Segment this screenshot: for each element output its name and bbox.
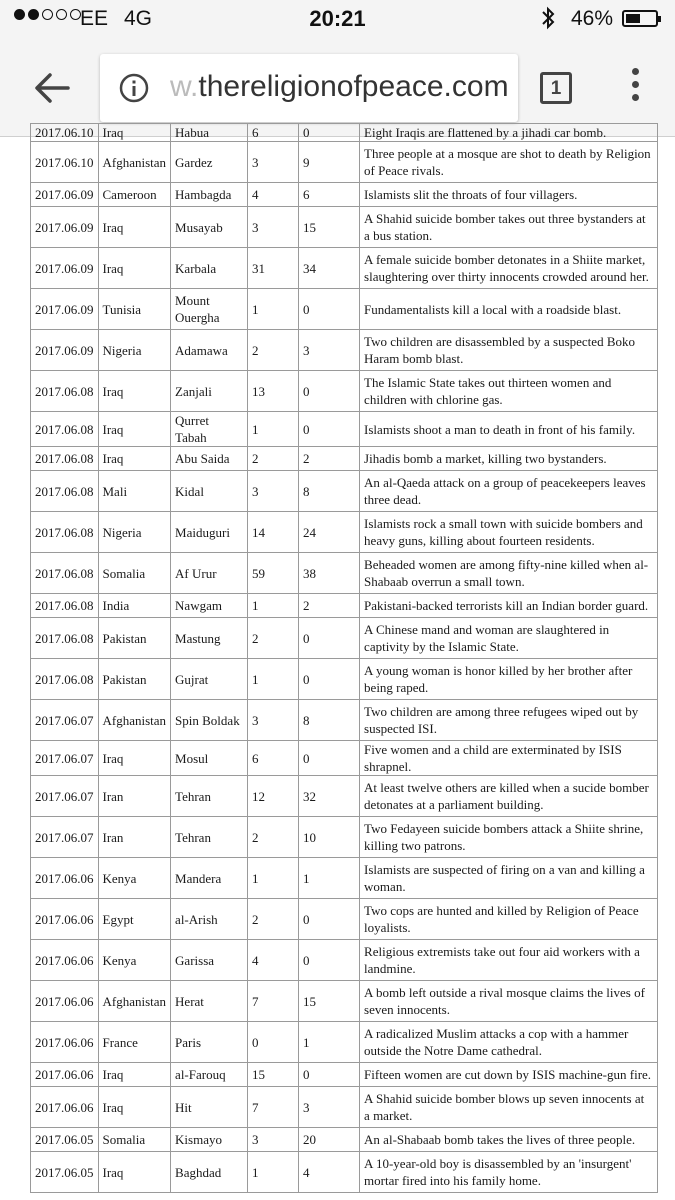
page-content — [0, 125, 675, 1200]
city-cell: Mount Ouergha — [171, 289, 248, 330]
injured-cell: 15 — [299, 981, 360, 1022]
description-cell: Three people at a mosque are shot to death by Religion of Peace rivals. — [360, 142, 658, 183]
killed-cell: 7 — [248, 981, 299, 1022]
country-cell: India — [98, 594, 171, 618]
city-cell: Karbala — [171, 248, 248, 289]
date-cell: 2017.06.09 — [31, 330, 99, 371]
injured-cell: 3 — [299, 1087, 360, 1128]
city-cell: Abu Saida — [171, 447, 248, 471]
description-cell: A 10-year-old boy is disassembled by an 'insurgent' mortar fired into his family home. — [360, 1152, 658, 1193]
description-cell: A Shahid suicide bomber blows up seven innocents at a market. — [360, 1087, 658, 1128]
battery-nub — [658, 16, 661, 22]
description-cell: A radicalized Muslim attacks a cop with a hammer outside the Notre Dame cathedral. — [360, 1022, 658, 1063]
country-cell: Iran — [98, 817, 171, 858]
killed-cell: 3 — [248, 142, 299, 183]
date-cell: 2017.06.07 — [31, 700, 99, 741]
url-prefix: w. — [170, 70, 199, 103]
injured-cell: 8 — [299, 471, 360, 512]
description-cell: A bomb left outside a rival mosque claims the lives of seven innocents. — [360, 981, 658, 1022]
country-cell: Iraq — [98, 1152, 171, 1193]
description-cell: A Shahid suicide bomber takes out three bystanders at a bus station. — [360, 207, 658, 248]
battery-icon — [622, 10, 658, 27]
status-bar — [0, 0, 675, 38]
country-cell: Iraq — [98, 248, 171, 289]
table-row — [31, 1128, 658, 1152]
network-type: 4G — [124, 7, 153, 30]
date-cell: 2017.06.08 — [31, 412, 99, 447]
table-row — [31, 447, 658, 471]
table-row — [31, 207, 658, 248]
date-cell: 2017.06.08 — [31, 371, 99, 412]
city-cell: Musayab — [171, 207, 248, 248]
country-cell: Mali — [98, 471, 171, 512]
country-cell: Nigeria — [98, 512, 171, 553]
description-cell: Islamists rock a small town with suicide bombers and heavy guns, killing about fourteen residents. — [360, 512, 658, 553]
country-cell: Iraq — [98, 412, 171, 447]
table-row — [31, 741, 658, 776]
injured-cell: 20 — [299, 1128, 360, 1152]
date-cell: 2017.06.08 — [31, 512, 99, 553]
injured-cell: 0 — [299, 899, 360, 940]
killed-cell: 3 — [248, 1128, 299, 1152]
injured-cell: 2 — [299, 594, 360, 618]
city-cell: Gujrat — [171, 659, 248, 700]
clock: 20:21 — [309, 6, 366, 31]
country-cell: Pakistan — [98, 618, 171, 659]
description-cell: Islamists shoot a man to death in front of his family. — [360, 412, 658, 447]
killed-cell: 2 — [248, 330, 299, 371]
date-cell: 2017.06.07 — [31, 776, 99, 817]
killed-cell: 1 — [248, 1152, 299, 1193]
city-cell: Baghdad — [171, 1152, 248, 1193]
city-cell: Tehran — [171, 776, 248, 817]
arrow-left-icon — [30, 66, 74, 110]
info-icon[interactable] — [118, 72, 150, 104]
table-row — [31, 1152, 658, 1193]
description-cell: A Chinese mand and woman are slaughtered in captivity by the Islamic State. — [360, 618, 658, 659]
bluetooth-icon — [540, 6, 556, 36]
description-cell: Jihadis bomb a market, killing two bystanders. — [360, 447, 658, 471]
injured-cell: 1 — [299, 1022, 360, 1063]
city-cell: Qurret Tabah — [171, 412, 248, 447]
injured-cell: 0 — [299, 940, 360, 981]
table-row — [31, 940, 658, 981]
date-cell: 2017.06.08 — [31, 594, 99, 618]
country-cell: Iraq — [98, 371, 171, 412]
description-cell: Five women and a child are exterminated by ISIS shrapnel. — [360, 741, 658, 776]
country-cell: Nigeria — [98, 330, 171, 371]
date-cell: 2017.06.07 — [31, 741, 99, 776]
table-row — [31, 618, 658, 659]
injured-cell: 2 — [299, 447, 360, 471]
city-cell: Herat — [171, 981, 248, 1022]
table-row — [31, 412, 658, 447]
date-cell: 2017.06.08 — [31, 659, 99, 700]
date-cell: 2017.06.09 — [31, 289, 99, 330]
description-cell: At least twelve others are killed when a sucide bomber detonates at a parliament building. — [360, 776, 658, 817]
battery-level — [626, 14, 640, 23]
injured-cell: 0 — [299, 289, 360, 330]
country-cell: Iran — [98, 776, 171, 817]
injured-cell: 8 — [299, 700, 360, 741]
country-cell: Iraq — [98, 447, 171, 471]
table-row — [31, 659, 658, 700]
description-cell: A female suicide bomber detonates in a Shiite market, slaughtering over thirty innocents crowded around her. — [360, 248, 658, 289]
injured-cell: 0 — [299, 1063, 360, 1087]
description-cell: Two Fedayeen suicide bombers attack a Shiite shrine, killing two patrons. — [360, 817, 658, 858]
city-cell: Gardez — [171, 142, 248, 183]
killed-cell: 4 — [248, 183, 299, 207]
injured-cell: 4 — [299, 1152, 360, 1193]
country-cell: Cameroon — [98, 183, 171, 207]
killed-cell: 1 — [248, 858, 299, 899]
description-cell: Fundamentalists kill a local with a roadside blast. — [360, 289, 658, 330]
injured-cell: 15 — [299, 207, 360, 248]
injured-cell: 9 — [299, 142, 360, 183]
country-cell: Kenya — [98, 858, 171, 899]
city-cell: Zanjali — [171, 371, 248, 412]
killed-cell: 2 — [248, 447, 299, 471]
url-domain: thereligionofpeace.com — [198, 70, 509, 103]
city-cell: Paris — [171, 1022, 248, 1063]
killed-cell: 6 — [248, 741, 299, 776]
table-row — [31, 1063, 658, 1087]
country-cell: Egypt — [98, 899, 171, 940]
url-text[interactable] — [170, 70, 509, 104]
date-cell: 2017.06.06 — [31, 981, 99, 1022]
description-cell: Two children are among three refugees wiped out by suspected ISI. — [360, 700, 658, 741]
date-cell: 2017.06.09 — [31, 207, 99, 248]
injured-cell: 32 — [299, 776, 360, 817]
city-cell: al-Arish — [171, 899, 248, 940]
date-cell: 2017.06.09 — [31, 183, 99, 207]
killed-cell: 12 — [248, 776, 299, 817]
injured-cell: 0 — [299, 124, 360, 142]
date-cell: 2017.06.06 — [31, 1063, 99, 1087]
injured-cell: 1 — [299, 858, 360, 899]
table-row — [31, 981, 658, 1022]
country-cell: Iraq — [98, 207, 171, 248]
city-cell: al-Farouq — [171, 1063, 248, 1087]
killed-cell: 1 — [248, 659, 299, 700]
description-cell: Beheaded women are among fifty-nine killed when al-Shabaab overrun a small town. — [360, 553, 658, 594]
date-cell: 2017.06.08 — [31, 471, 99, 512]
killed-cell: 0 — [248, 1022, 299, 1063]
table-row — [31, 553, 658, 594]
table-row — [31, 594, 658, 618]
date-cell: 2017.06.06 — [31, 1087, 99, 1128]
killed-cell: 1 — [248, 289, 299, 330]
city-cell: Af Urur — [171, 553, 248, 594]
country-cell: Iraq — [98, 124, 171, 142]
table-row — [31, 512, 658, 553]
injured-cell: 3 — [299, 330, 360, 371]
tab-switcher-button[interactable]: 1 — [540, 72, 572, 104]
battery-percent: 46% — [571, 7, 614, 30]
city-cell: Mosul — [171, 741, 248, 776]
city-cell: Mastung — [171, 618, 248, 659]
country-cell: Afghanistan — [98, 142, 171, 183]
city-cell: Garissa — [171, 940, 248, 981]
date-cell: 2017.06.06 — [31, 1022, 99, 1063]
injured-cell: 6 — [299, 183, 360, 207]
table-row — [31, 371, 658, 412]
date-cell: 2017.06.10 — [31, 124, 99, 142]
city-cell: Kismayo — [171, 1128, 248, 1152]
date-cell: 2017.06.05 — [31, 1152, 99, 1193]
date-cell: 2017.06.05 — [31, 1128, 99, 1152]
injured-cell: 0 — [299, 659, 360, 700]
table-row — [31, 858, 658, 899]
table-row — [31, 899, 658, 940]
killed-cell: 13 — [248, 371, 299, 412]
city-cell: Habua — [171, 124, 248, 142]
city-cell: Spin Boldak — [171, 700, 248, 741]
date-cell: 2017.06.06 — [31, 899, 99, 940]
date-cell: 2017.06.10 — [31, 142, 99, 183]
description-cell: Fifteen women are cut down by ISIS machine-gun fire. — [360, 1063, 658, 1087]
city-cell: Mandera — [171, 858, 248, 899]
date-cell: 2017.06.06 — [31, 940, 99, 981]
date-cell: 2017.06.08 — [31, 447, 99, 471]
description-cell: Two children are disassembled by a suspected Boko Haram bomb blast. — [360, 330, 658, 371]
country-cell: Iraq — [98, 1087, 171, 1128]
country-cell: Afghanistan — [98, 981, 171, 1022]
country-cell: Iraq — [98, 1063, 171, 1087]
date-cell: 2017.06.08 — [31, 618, 99, 659]
date-cell: 2017.06.06 — [31, 858, 99, 899]
city-cell: Hambagda — [171, 183, 248, 207]
killed-cell: 59 — [248, 553, 299, 594]
killed-cell: 14 — [248, 512, 299, 553]
description-cell: The Islamic State takes out thirteen women and children with chlorine gas. — [360, 371, 658, 412]
address-bar[interactable] — [100, 54, 518, 122]
country-cell: Afghanistan — [98, 700, 171, 741]
killed-cell: 31 — [248, 248, 299, 289]
date-cell: 2017.06.08 — [31, 553, 99, 594]
description-cell: Pakistani-backed terrorists kill an Indian border guard. — [360, 594, 658, 618]
country-cell: Somalia — [98, 1128, 171, 1152]
table-row — [31, 471, 658, 512]
killed-cell: 1 — [248, 412, 299, 447]
killed-cell: 7 — [248, 1087, 299, 1128]
country-cell: Iraq — [98, 741, 171, 776]
injured-cell: 38 — [299, 553, 360, 594]
carrier-name: EE — [80, 7, 109, 30]
city-cell: Nawgam — [171, 594, 248, 618]
table-row — [31, 817, 658, 858]
injured-cell: 0 — [299, 412, 360, 447]
killed-cell: 3 — [248, 471, 299, 512]
killed-cell: 2 — [248, 618, 299, 659]
injured-cell: 10 — [299, 817, 360, 858]
date-cell: 2017.06.09 — [31, 248, 99, 289]
description-cell: A young woman is honor killed by her brother after being raped. — [360, 659, 658, 700]
table-row — [31, 289, 658, 330]
killed-cell: 2 — [248, 899, 299, 940]
description-cell: Religious extremists take out four aid workers with a landmine. — [360, 940, 658, 981]
description-cell: Islamists slit the throats of four villagers. — [360, 183, 658, 207]
description-cell: An al-Qaeda attack on a group of peacekeepers leaves three dead. — [360, 471, 658, 512]
country-cell: Kenya — [98, 940, 171, 981]
table-row — [31, 1022, 658, 1063]
killed-cell: 6 — [248, 124, 299, 142]
country-cell: Tunisia — [98, 289, 171, 330]
city-cell: Tehran — [171, 817, 248, 858]
killed-cell: 15 — [248, 1063, 299, 1087]
date-cell: 2017.06.07 — [31, 817, 99, 858]
table-row — [31, 142, 658, 183]
table-row — [31, 330, 658, 371]
injured-cell: 24 — [299, 512, 360, 553]
injured-cell: 0 — [299, 618, 360, 659]
table-row — [31, 248, 658, 289]
back-button[interactable] — [30, 66, 74, 110]
injured-cell: 0 — [299, 741, 360, 776]
table-row — [31, 124, 658, 142]
description-cell: Eight Iraqis are flattened by a jihadi car bomb. — [360, 124, 658, 142]
country-cell: France — [98, 1022, 171, 1063]
table-row — [31, 183, 658, 207]
killed-cell: 2 — [248, 817, 299, 858]
table-row — [31, 776, 658, 817]
description-cell: Two cops are hunted and killed by Religion of Peace loyalists. — [360, 899, 658, 940]
killed-cell: 4 — [248, 940, 299, 981]
more-vert-icon[interactable] — [626, 68, 644, 108]
country-cell: Somalia — [98, 553, 171, 594]
country-cell: Pakistan — [98, 659, 171, 700]
killed-cell: 3 — [248, 207, 299, 248]
city-cell: Maiduguri — [171, 512, 248, 553]
city-cell: Hit — [171, 1087, 248, 1128]
injured-cell: 0 — [299, 371, 360, 412]
killed-cell: 1 — [248, 594, 299, 618]
city-cell: Adamawa — [171, 330, 248, 371]
table-row — [31, 700, 658, 741]
city-cell: Kidal — [171, 471, 248, 512]
injured-cell: 34 — [299, 248, 360, 289]
description-cell: An al-Shabaab bomb takes the lives of three people. — [360, 1128, 658, 1152]
attacks-table — [30, 123, 658, 1193]
table-row — [31, 1087, 658, 1128]
description-cell: Islamists are suspected of firing on a van and killing a woman. — [360, 858, 658, 899]
killed-cell: 3 — [248, 700, 299, 741]
